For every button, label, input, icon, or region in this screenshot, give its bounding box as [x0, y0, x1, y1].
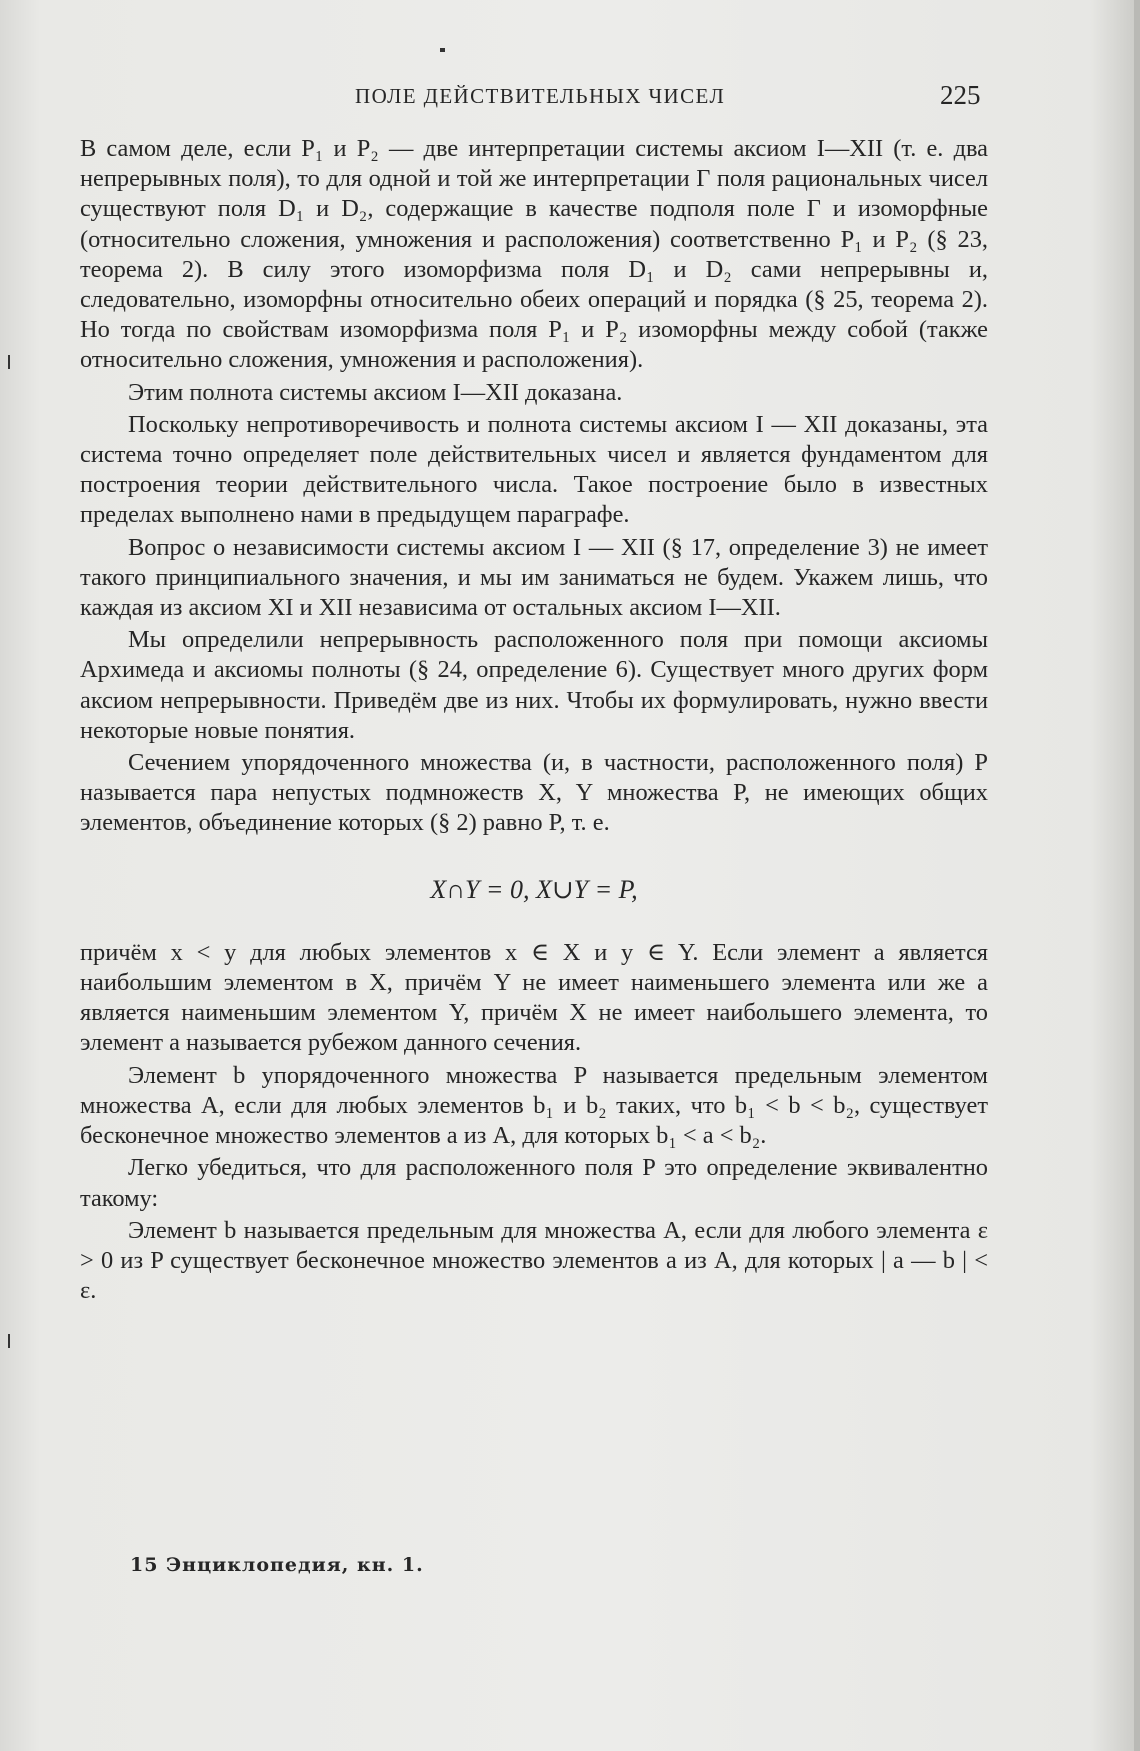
page-edge-shadow	[1134, 0, 1140, 1751]
print-speck	[440, 48, 445, 52]
paragraph-continuity-forms: Мы определили непрерывность расположенного поля при помощи аксиомы Архимеда и аксиомы полноты (§ 24, определение 6). Существует много других форм аксиом непрерывности. Приведём две из них. Чтобы их формулировать, нужно ввести некоторые новые понятия.	[80, 626, 988, 744]
paragraph-equivalence: Легко убедиться, что для расположенного поля P это определение эквивалентно такому:	[80, 1154, 988, 1212]
paragraph-independence: Вопрос о независимости системы аксиом I — XII (§ 17, определение 3) не имеет такого принципиального значения, и мы им заниматься не будем. Укажем лишь, что каждая из аксиом XI и XII независима от остальных аксиом I—XII.	[80, 533, 988, 622]
running-header	[0, 80, 1140, 114]
paragraph-limit-epsilon: Элемент b называется предельным для множества A, если для любого элемента ε > 0 из P существует бесконечное множество элементов a из A, для которых | a — b | < ε.	[80, 1216, 988, 1305]
printer-signature: 15 Энциклопедия, кн. 1.	[130, 1554, 424, 1576]
paragraph-isomorphism-proof: В самом деле, если P₁ и P₂ — две интерпретации системы аксиом I—XII (т. е. два непрерывных поля), то для одной и той же интерпретации Г поля рациональных чисел существуют поля D₁ и D₂, содержащие в качестве подполя поле Г и изоморфные (относительно сложения, умножения и расположения) соответственно P₁ и P₂ (§ 23, теорема 2). В силу этого изоморфизма поля D₁ и D₂ сами непрерывны и, следовательно, изоморфны относительно обеих операций и порядка (§ 25, теорема 2). Но тогда по свойствам изоморфизма поля P₁ и P₂ изоморфны между собой (также относительно сложения, умножения и расположения).	[80, 135, 988, 374]
page-number: 225	[940, 80, 981, 110]
paragraph-cut-definition: Сечением упорядоченного множества (и, в частности, расположенного поля) P называется пара непустых подмножеств X, Y множества P, не имеющих общих элементов, объединение которых (§ 2) равно P, т. е.	[80, 749, 988, 837]
paragraph-cut-boundary: причём x < y для любых элементов x ∈ X и y ∈ Y. Если элемент a является наибольшим элементом в X, причём Y не имеет наименьшего элемента или же a является наименьшим элементом Y, причём X не имеет наибольшего элемента, то элемент a называется рубежом данного сечения.	[80, 938, 988, 1057]
page-body	[80, 134, 988, 1306]
paragraph-foundation: Поскольку непротиворечивость и полнота системы аксиом I — XII доказаны, эта система точно определяет поле действительных чисел и является фундаментом для построения теории действительного числа. Такое построение было в известных пределах выполнено нами в предыдущем параграфе.	[80, 410, 988, 529]
margin-mark	[8, 1334, 10, 1348]
formula-cut: X∩Y = 0, X∪Y = P,	[430, 874, 638, 904]
running-title: ПОЛЕ ДЕЙСТВИТЕЛЬНЫХ ЧИСЕЛ	[355, 84, 726, 108]
paragraph-limit-element: Элемент b упорядоченного множества P называется предельным элементом множества A, если для любых элементов b₁ и b₂ таких, что b₁ < b < b₂, существует бесконечное множество элементов a из A, для которых b₁ < a < b₂.	[80, 1061, 988, 1150]
paragraph-completeness-proved: Этим полнота системы аксиом I—XII доказана.	[128, 378, 623, 406]
margin-mark	[8, 355, 10, 369]
